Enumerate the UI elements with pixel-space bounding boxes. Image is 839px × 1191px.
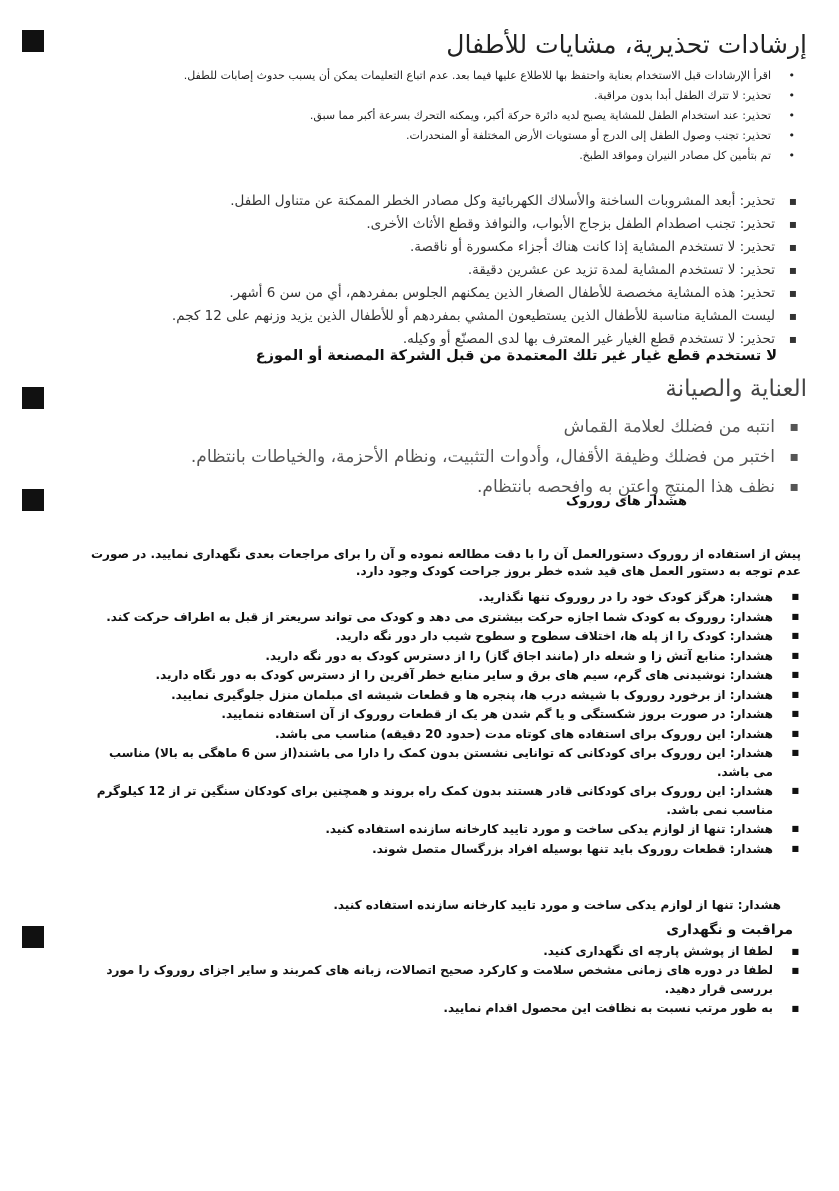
list-item: تم بتأمين كل مصادر النيران ومواقد الطبخ. • bbox=[99, 146, 799, 166]
list-item: تحذير: تجنب اصطدام الطفل بزجاج الأبواب، والنوافذ وقطع الأثاث الأخرى. ▪ bbox=[83, 213, 803, 236]
section-marker bbox=[22, 30, 44, 52]
list-item: هشدار: تنها از لوازم یدکی ساخت و مورد تایید کارخانه سازنده استفاده کنید. ■ bbox=[93, 820, 803, 839]
list-item: لطفا در دوره های زمانی مشخص سلامت و کارکرد صحیح اتصالات، زبانه های کمربند و سایر اجزای روروک را مورد بررسی قرار دهید. ■ bbox=[83, 961, 803, 999]
warnings-title-ar: إرشادات تحذيرية، مشايات للأطفال bbox=[446, 30, 807, 59]
spare-parts-warning-fa: هشدار: تنها از لوازم یدکی ساخت و مورد تایید کارخانه سازنده استفاده کنید. bbox=[333, 898, 781, 912]
list-item: هشدار: در صورت بروز شکستگی و یا گم شدن هر یک از قطعات روروک از آن استفاده ننمایید. ■ bbox=[93, 705, 803, 724]
list-item: هشدار: قطعات روروک باید تنها بوسیله افراد بزرگسال متصل شوند. ■ bbox=[93, 840, 803, 859]
list-item: تحذير: تجنب وصول الطفل إلى الدرج أو مستويات الأرض المختلفة أو المنحدرات. • bbox=[99, 126, 799, 146]
warnings-list-fa bbox=[93, 588, 803, 859]
list-item: هشدار: نوشیدنی های گرم، سیم های برق و سایر منابع خطر آفرین را از دسترس کودک به دور نگاه دارید. ■ bbox=[93, 666, 803, 685]
list-item: هشدار: این روروک برای کودکانی که توانایی نشستن بدون کمک را دارا می باشند(از سن 6 ماهگی به بالا) مناسب می باشد. ■ bbox=[93, 744, 803, 781]
warnings-list-ar bbox=[99, 66, 799, 166]
list-item: تحذير: لا تستخدم المشاية إذا كانت هناك أجزاء مكسورة أو ناقصة. ▪ bbox=[83, 236, 803, 259]
list-item: هشدار: منابع آتش زا و شعله دار (مانند اجاق گاز) را از دسترس کودک به دور نگه دارید. ■ bbox=[93, 647, 803, 666]
spare-parts-warning-ar: لا تستخدم قطع غيار غير تلك المعتمدة من قبل الشركة المصنعة أو الموزع bbox=[255, 348, 777, 364]
section-marker bbox=[22, 387, 44, 409]
warnings-heading-fa: هشدار های روروک bbox=[566, 494, 687, 509]
list-item: اقرأ الإرشادات قبل الاستخدام بعناية واحتفظ بها للاطلاع عليها فيما بعد. عدم اتباع التعليمات يمكن أن يسبب حدوث إصابات للطفل. • bbox=[99, 66, 799, 86]
list-item: هشدار: این روروک برای کودکانی قادر هستند بدون کمک راه بروند و همچنین برای کودکان سنگین تر از 12 کیلوگرم مناسب نمی باشد. ■ bbox=[93, 782, 803, 819]
list-item: تحذير: أبعد المشروبات الساخنة والأسلاك الكهربائية وكل مصادر الخطر الممكنة عن متناول الطفل. ▪ bbox=[83, 190, 803, 213]
warnings-list-ar-2 bbox=[83, 190, 803, 351]
list-item: هشدار: کودک را از پله ها، اختلاف سطوح و سطوح شیب دار دور نگه دارید. ■ bbox=[93, 627, 803, 646]
care-title-fa: مراقبت و نگهداری bbox=[666, 922, 793, 938]
section-marker bbox=[22, 926, 44, 948]
list-item: هشدار: از برخورد روروک با شیشه درب ها، پنجره ها و قطعات شیشه ای مبلمان منزل جلوگیری نمایید. ■ bbox=[93, 686, 803, 705]
care-list-ar bbox=[85, 412, 805, 502]
list-item: انتبه من فضلك لعلامة القماش ▪ bbox=[85, 412, 805, 442]
warnings-intro-fa: پیش از استفاده از روروک دستورالعمل آن را با دقت مطالعه نموده و آن را برای مراجعات بعدی نگهداری نمایید. در صورت عدم توجه به دستور العمل های قید شده خطر بروز جراحت کودک وجود دارد. bbox=[91, 547, 801, 578]
list-item: تحذير: عند استخدام الطفل للمشاية يصبح لديه دائرة حركة أكبر، ويمكنه التحرك بسرعة أكبر مما سبق. • bbox=[99, 106, 799, 126]
list-item: تحذير: لا تستخدم المشاية لمدة تزيد عن عشرين دقيقة. ▪ bbox=[83, 259, 803, 282]
care-title-ar: العناية والصيانة bbox=[665, 376, 807, 402]
list-item: هشدار: این روروک برای استفاده های کوتاه مدت (حدود 20 دقیقه) مناسب می باشد. ■ bbox=[93, 725, 803, 744]
care-list-fa bbox=[83, 942, 803, 1018]
list-item: ليست المشاية مناسبة للأطفال الذين يستطيعون المشي بمفردهم أو للأطفال الذين يزيد وزنهم على 12 كجم. ▪ bbox=[83, 305, 803, 328]
section-marker bbox=[22, 489, 44, 511]
list-item: تحذير: لا تستخدم قطع الغيار غير المعترف بها لدى المصنّع أو وكيله. ▪ bbox=[83, 328, 803, 351]
list-item: هشدار: هرگز کودک خود را در روروک تنها نگذارید. ■ bbox=[93, 588, 803, 607]
list-item: تحذير: لا تترك الطفل أبدا بدون مراقبة. • bbox=[99, 86, 799, 106]
list-item: لطفا از پوشش پارچه ای نگهداری کنید. ■ bbox=[83, 942, 803, 961]
list-item: اختبر من فضلك وظيفة الأقفال، وأدوات التثبيت، ونظام الأحزمة، والخياطات بانتظام. ▪ bbox=[85, 442, 805, 472]
list-item: تحذير: هذه المشاية مخصصة للأطفال الصغار الذين يمكنهم الجلوس بمفردهم، أي من سن 6 أشهر. ▪ bbox=[83, 282, 803, 305]
list-item: هشدار: روروک به کودک شما اجازه حرکت بیشتری می دهد و کودک می تواند سریعتر از قبل به اطراف حرکت کند. ■ bbox=[93, 608, 803, 627]
list-item: نظف هذا المنتج واعتنِ به وافحصه بانتظام. ▪ bbox=[85, 472, 805, 502]
list-item: به طور مرتب نسبت به نظافت این محصول اقدام نمایید. ■ bbox=[83, 999, 803, 1018]
